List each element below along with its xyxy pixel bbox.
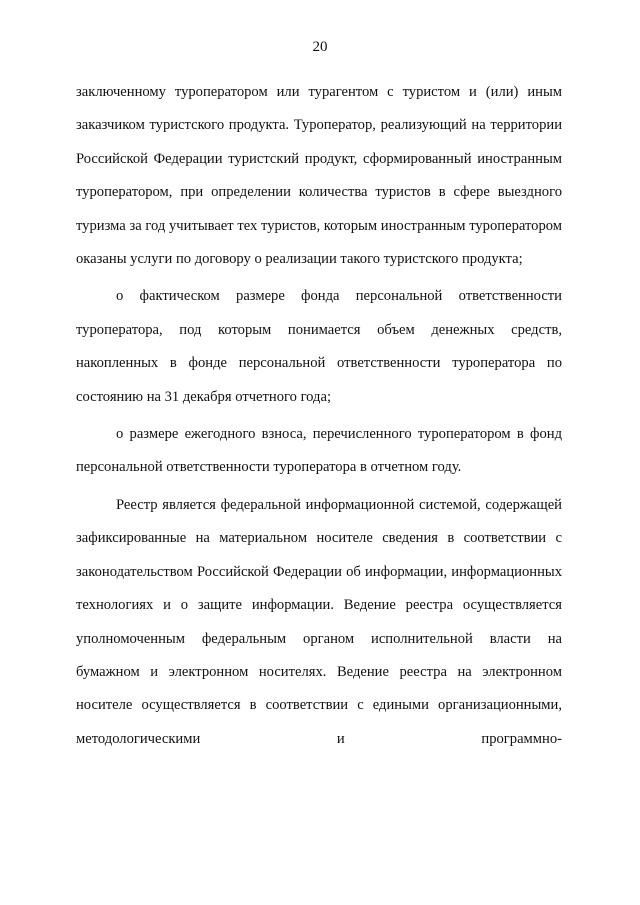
paragraph-registry: Реестр является федеральной информационной системой, содержащей зафиксированные на материальном носителе сведения в соответствии с законодательством Российской Федерации об информации, информационных технологиях и о защите информации. Ведение реестра осуществляется уполномоченным федеральным органом исполнительной власти на бумажном и электронном носителях. Ведение реестра на электронном носителе осуществляется в соответствии с едиными организационными, методологическими и программно- <box>76 496 562 747</box>
paragraph-annual-fee: о размере ежегодного взноса, перечисленного туроператором в фонд персональной ответственности туроператора в отчетном году. <box>76 426 562 476</box>
paragraph-continuation: заключенному туроператором или турагентом с туристом и (или) иным заказчиком туристского продукта. Туроператор, реализующий на территории Российской Федерации туристский продукт, сформированный иностранным туроператором, при определении количества туристов в сфере выездного туризма за год учитывает тех туристов, которым иностранным туроператором оказаны услуги по договору о реализации такого туристского продукта; <box>76 84 562 268</box>
document-body <box>76 76 562 756</box>
paragraph-fund-size: о фактическом размере фонда персональной ответственности туроператора, под которым понимается объем денежных средств, накопленных в фонде персональной ответственности туроператора по состоянию на 31 декабря отчетного года; <box>76 288 562 405</box>
page-number: 20 <box>312 39 328 55</box>
